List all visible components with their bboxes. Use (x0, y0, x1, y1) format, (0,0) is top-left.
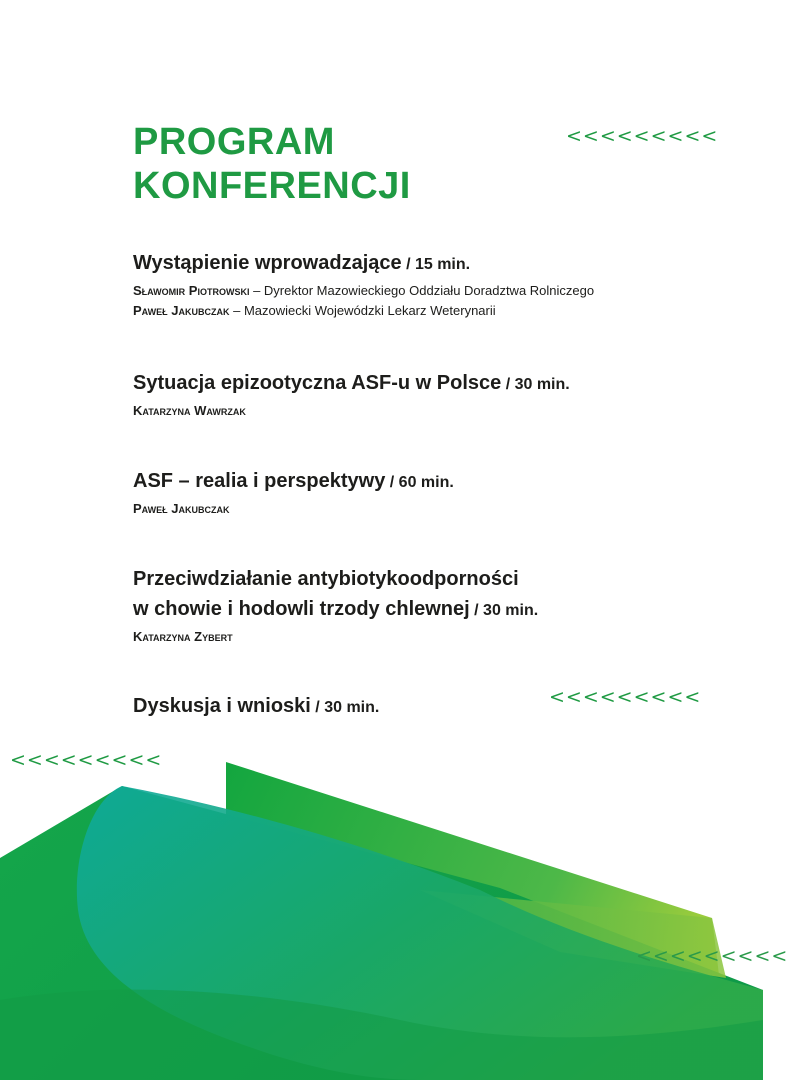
agenda-item-title (133, 368, 570, 400)
agenda-item-title (133, 466, 454, 498)
speaker-line (133, 400, 570, 422)
agenda-title-text: Sytuacja epizootyczna ASF-u w Polsce (133, 372, 502, 394)
agenda-duration: / 15 min. (401, 256, 471, 273)
agenda-item-title (133, 691, 379, 723)
agenda-item-title (133, 248, 594, 280)
agenda-duration: / 30 min. (501, 376, 570, 393)
agenda-title-text: Wystąpienie wprowadzające (133, 252, 402, 274)
agenda-item-asf-realities (133, 466, 454, 520)
chevron-decoration-top: <<<<<<<<< (566, 125, 719, 147)
chevron-decoration-left: <<<<<<<<< (10, 749, 163, 771)
agenda-item-discussion (133, 691, 379, 723)
speaker-role: – Mazowiecki Wojewódzki Lekarz Weterynarii (229, 303, 496, 318)
agenda-item-intro (133, 248, 594, 322)
chevron-decoration-middle: <<<<<<<<< (549, 686, 702, 708)
agenda-item-title-line-1: Przeciwdziałanie antybiotykoodporności (133, 568, 519, 590)
agenda-item-asf-situation (133, 368, 570, 422)
agenda-duration: / 60 min. (385, 474, 454, 491)
agenda-duration: / 30 min. (469, 602, 539, 619)
page-title-line-1: PROGRAM (133, 121, 335, 163)
speaker-line (133, 300, 594, 322)
green-wave-decoration (0, 740, 763, 1080)
speaker-line (133, 626, 538, 648)
speaker-name: Paweł Jakubczak (133, 303, 230, 318)
page-title (133, 120, 411, 208)
speaker-role: – Dyrektor Mazowieckiego Oddziału Doradztwa Rolniczego (249, 283, 595, 298)
agenda-item-antibiotic-resistance (133, 564, 538, 648)
page-title-line-2: KONFERENCJI (133, 165, 411, 207)
agenda-title-text: Dyskusja i wnioski (133, 695, 311, 717)
speaker-line (133, 498, 454, 520)
agenda-title-text: ASF – realia i perspektywy (133, 470, 386, 492)
speaker-name: Katarzyna Zybert (133, 629, 233, 644)
chevron-decoration-bottom: <<<<<<<<< (636, 945, 788, 967)
agenda-title-text: w chowie i hodowli trzody chlewnej (133, 598, 470, 620)
speaker-name: Katarzyna Wawrzak (133, 403, 246, 418)
speaker-line (133, 280, 594, 302)
agenda-item-title-line-2 (133, 594, 538, 626)
agenda-duration: / 30 min. (310, 699, 380, 716)
speaker-name: Paweł Jakubczak (133, 501, 230, 516)
speaker-name: Sławomir Piotrowski (133, 283, 250, 298)
